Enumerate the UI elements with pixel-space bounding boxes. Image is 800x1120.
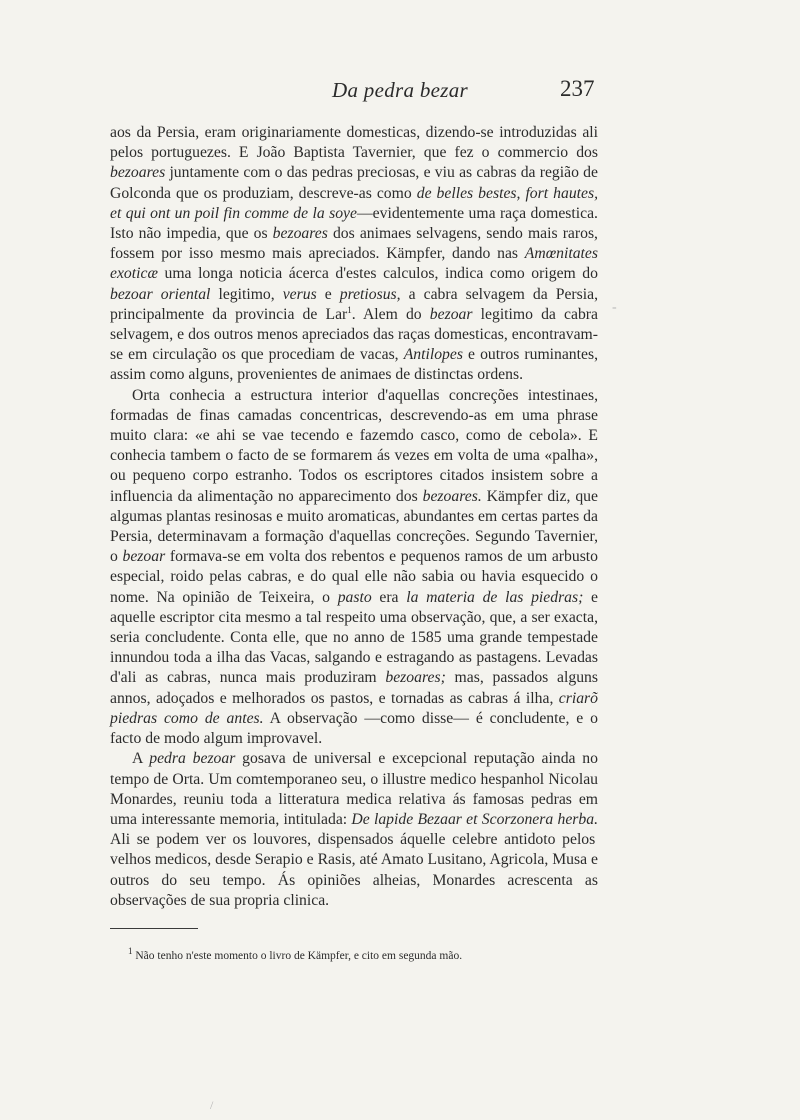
text-run: a cabra selvagem da Persia, principalmente da provincia de Lar bbox=[110, 285, 598, 323]
italic-text: bezoares bbox=[272, 225, 328, 243]
italic-text: pedra bezoar bbox=[149, 750, 236, 768]
italic-text: bezoar bbox=[429, 305, 473, 323]
italic-text: pretiosus, bbox=[339, 285, 401, 303]
paragraph bbox=[110, 123, 598, 386]
text-run: juntamente com o das pedras preciosas, e viu as cabras da região de Golconda que os produziam, descreve-as como bbox=[110, 164, 598, 202]
italic-text: la materia de las piedras; bbox=[406, 588, 584, 606]
text-run: . Alem do bbox=[351, 305, 430, 323]
italic-text: bezoar bbox=[122, 548, 166, 566]
text-run: Orta conhecia a estructura interior d'aquellas concreções intestinaes, formadas de finas camadas concentricas, descrevendo-as em uma phrase muito clara: «e ahi se vae tecendo e fazemdo casco, como de cebola». E conhecia tambem o facto de se formarem ás vezes em volta de uma «palha», ou pequeno corpo estranho. Todos os escriptores citados insistem sobre a influencia da alimentação no apparecimento dos bbox=[110, 386, 598, 505]
paragraph bbox=[110, 386, 598, 750]
text-run: A observação —como disse— é concludente, e o facto de modo algum improvavel. bbox=[110, 709, 598, 748]
page-speck: - bbox=[612, 300, 617, 315]
text-run: e aquelle escriptor cita mesmo a tal respeito uma observação, que, a ser exacta, seria concludente. Conta elle, que no anno de 1585 uma grande tempestade innundou toda a ilha das Vacas, salgando e estragando as pastagens. Levadas d'ali as cabras, nunca mais produziram bbox=[110, 588, 599, 687]
italic-text: pasto bbox=[337, 588, 372, 606]
italic-text: verus bbox=[282, 285, 317, 303]
text-run: e bbox=[316, 285, 340, 303]
text-run: aos da Persia, eram originariamente domesticas, dizendo-se introduzidas ali pelos portuguezes. E João Baptista Tavernier, que fez o commercio dos bbox=[110, 124, 598, 162]
footnote bbox=[128, 946, 608, 963]
paragraph bbox=[110, 749, 598, 911]
italic-text: criarõ piedras como de antes. bbox=[110, 689, 598, 727]
text-run: legitimo, bbox=[210, 285, 283, 303]
text-run: A bbox=[132, 750, 150, 768]
text-run: Kämpfer diz, que algumas plantas resinosas e muito aromaticas, abundantes em certas partes da Persia, determinavam a formação d'aquellas concreções. Segundo Tavernier, o bbox=[110, 487, 598, 566]
italic-text: bezoares. bbox=[422, 487, 482, 505]
page-number: 237 bbox=[560, 76, 595, 101]
italic-text: Amœnitates exoticæ bbox=[110, 245, 598, 283]
text-run: uma longa noticia ácerca d'estes calculos, indica como origem do bbox=[157, 265, 598, 283]
text-run: legitimo da cabra selvagem, e dos outros menos apreciados das raças domesticas, encontravam-se em circulação os que procediam de vacas, bbox=[110, 305, 598, 364]
italic-text: De lapide Bezaar et Scorzonera herba. bbox=[351, 810, 599, 828]
text-run: Ali se podem ver os louvores, dispensados áquelle celebre antidoto pelos velhos medicos, desde Serapio e Rasis, até Amato Lusitano, Agricola, Musa e outros do seu tempo. Ás opiniões alheias, Monardes acrescenta as observações de sua propria clinica. bbox=[110, 831, 598, 909]
italic-text: bezoares; bbox=[385, 669, 446, 687]
text-run: e outros ruminantes, assim como alguns, provenientes de animaes de distinctas ordens. bbox=[110, 346, 599, 384]
footnote-marker: 1 bbox=[128, 946, 133, 957]
text-run: mas, passados alguns annos, adoçados e melhorados os pastos, e tornadas as cabras á ilha, bbox=[110, 669, 599, 707]
italic-text: bezoar oriental bbox=[110, 285, 211, 303]
italic-text: Antilopes bbox=[403, 346, 463, 364]
text-run: formava-se em volta dos rebentos e pequenos ramos de um arbusto especial, roido pelas cabras, e do qual elle não sabia ou havia esquecido o nome. Na opinião de Teixeira, o bbox=[110, 548, 599, 606]
italic-text: de belles bestes, fort hautes, et qui ont un poil fin comme de la soye bbox=[110, 184, 599, 222]
text-run: dos animaes selvagens, sendo mais raros, fossem por isso mesmo mais apreciados. Kämpfer, dando nas bbox=[110, 225, 598, 263]
text-run: —evidentemente uma raça domestica. Isto não impedia, que os bbox=[110, 204, 598, 243]
footnote-rule bbox=[110, 928, 198, 929]
footnote-text: Não tenho n'este momento o livro de Kämpfer, e cito em segunda mão. bbox=[135, 950, 463, 962]
body-text bbox=[110, 123, 598, 911]
text-run: gosava de universal e excepcional reputação ainda no tempo de Orta. Um comtemporaneo seu, o illustre medico hespanhol Nicolau Monardes, reuniu toda a litteratura medica relativa ás famosas pedras em uma interessante memoria, intitulada: bbox=[110, 750, 598, 828]
text-run: era bbox=[371, 588, 407, 606]
running-title: Da pedra bezar bbox=[331, 78, 469, 102]
footnote-ref: 1 bbox=[347, 304, 352, 315]
italic-text: bezoares bbox=[110, 164, 166, 182]
page-speck: / bbox=[210, 1098, 214, 1112]
